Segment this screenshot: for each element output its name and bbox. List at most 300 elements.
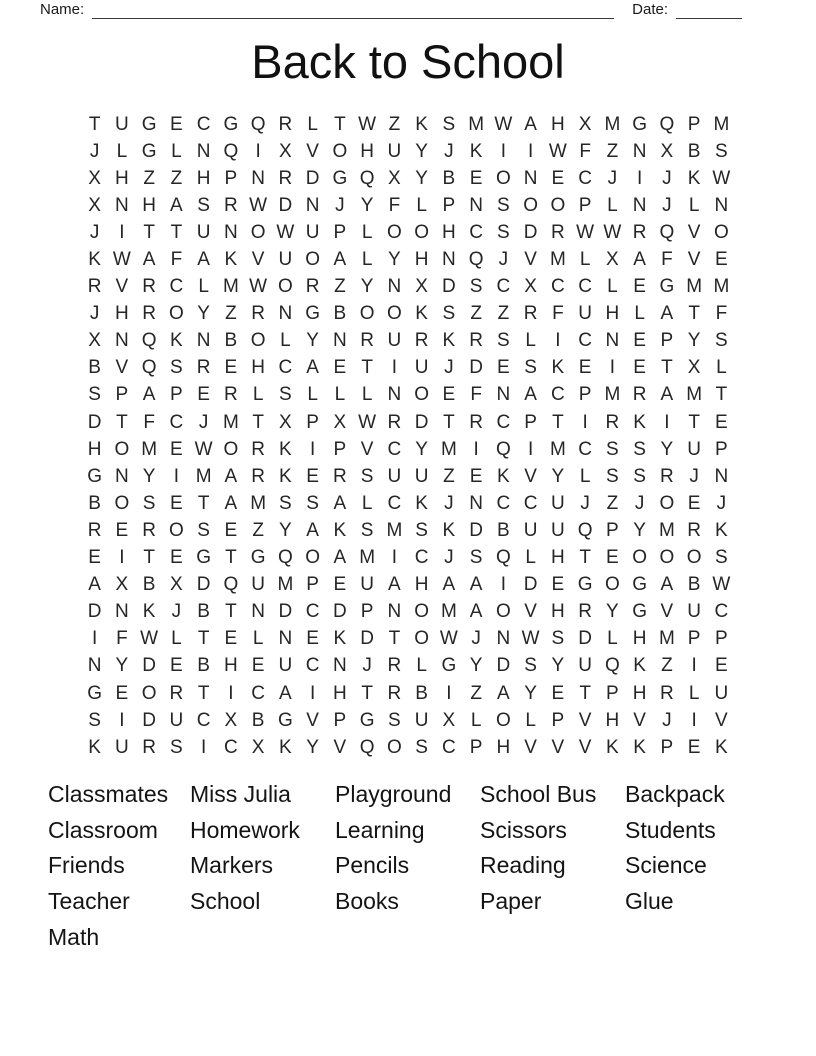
grid-letter: U [687, 601, 701, 623]
grid-letter: C [414, 547, 429, 569]
grid-letter: E [687, 736, 701, 758]
grid-letter: P [551, 709, 565, 731]
grid-letter: J [444, 492, 454, 514]
grid-letter: D [578, 628, 592, 650]
grid-row [81, 626, 735, 653]
grid-row [81, 274, 735, 301]
grid-letter: W [249, 194, 268, 216]
grid-letter: A [306, 519, 319, 541]
grid-letter: E [497, 357, 510, 379]
grid-letter: H [414, 574, 429, 596]
grid-letter: R [660, 465, 674, 487]
grid-letter: I [664, 411, 670, 433]
grid-letter: D [333, 601, 347, 623]
grid-letter: W [494, 113, 513, 135]
grid-letter: I [636, 167, 643, 189]
grid-letter: K [633, 411, 646, 433]
word-list-column [335, 777, 480, 920]
grid-letter: O [550, 194, 566, 216]
grid-row [81, 707, 735, 734]
grid-letter: Q [250, 113, 266, 135]
word-list-column [48, 777, 190, 956]
grid-letter: J [335, 194, 345, 216]
grid-letter: R [632, 221, 647, 243]
grid-letter: O [495, 167, 511, 189]
grid-letter: P [524, 411, 537, 433]
grid-letter: I [527, 140, 534, 162]
grid-letter: C [305, 601, 320, 623]
grid-letter: Q [277, 547, 293, 569]
grid-letter: G [196, 547, 212, 569]
grid-letter: P [578, 194, 592, 216]
grid-letter: M [713, 276, 730, 298]
grid-letter: G [141, 113, 157, 135]
word-item: Teacher [48, 888, 130, 915]
grid-letter: H [333, 682, 347, 704]
grid-letter: J [689, 465, 699, 487]
grid-letter: X [687, 357, 701, 379]
grid-letter: L [252, 628, 264, 650]
grid-letter: W [249, 276, 268, 298]
grid-letter: Z [225, 303, 237, 325]
grid-letter: P [687, 628, 701, 650]
grid-letter: R [523, 303, 538, 325]
grid-letter: I [691, 709, 697, 731]
grid-letter: A [333, 547, 347, 569]
grid-letter: K [88, 736, 101, 758]
grid-letter: Y [360, 194, 374, 216]
grid-letter: U [387, 330, 402, 352]
grid-letter: H [115, 303, 129, 325]
grid-letter: D [142, 709, 156, 731]
grid-letter: O [386, 303, 402, 325]
grid-letter: O [168, 303, 184, 325]
grid-letter: G [659, 276, 675, 298]
grid-letter: G [441, 655, 457, 677]
grid-letter: J [662, 167, 672, 189]
grid-letter: T [388, 628, 401, 650]
grid-letter: R [305, 276, 320, 298]
grid-letter: E [633, 357, 646, 379]
grid-row [81, 490, 735, 517]
grid-letter: Z [388, 113, 401, 135]
grid-letter: P [333, 438, 347, 460]
grid-row [81, 355, 735, 382]
grid-letter: A [88, 574, 101, 596]
grid-letter: X [224, 709, 238, 731]
grid-letter: I [391, 357, 398, 379]
grid-letter: U [251, 574, 265, 596]
grid-row [81, 192, 735, 219]
grid-letter: S [88, 384, 101, 406]
grid-letter: L [525, 330, 536, 352]
grid-letter: K [415, 492, 428, 514]
word-item: Playground [335, 781, 452, 807]
grid-letter: V [524, 249, 537, 271]
grid-letter: C [578, 167, 592, 189]
grid-letter: P [578, 384, 592, 406]
grid-letter: Z [252, 519, 264, 541]
grid-letter: E [170, 547, 183, 569]
grid-letter: S [197, 519, 210, 541]
grid-letter: N [115, 601, 129, 623]
grid-letter: S [170, 736, 183, 758]
grid-letter: X [170, 574, 183, 596]
grid-row [81, 599, 735, 626]
grid-letter: H [87, 438, 102, 460]
grid-letter: L [198, 276, 209, 298]
grid-letter: D [305, 167, 320, 189]
grid-letter: K [279, 438, 292, 460]
grid-letter: H [414, 249, 429, 271]
grid-letter: U [196, 221, 211, 243]
grid-letter: S [197, 194, 210, 216]
grid-letter: S [524, 357, 537, 379]
grid-letter: R [142, 303, 156, 325]
grid-letter: N [387, 601, 402, 623]
grid-row [81, 680, 735, 707]
grid-letter: C [387, 492, 402, 514]
grid-letter: Q [495, 547, 511, 569]
grid-letter: L [361, 249, 373, 271]
grid-letter: W [521, 628, 540, 650]
grid-letter: H [605, 709, 620, 731]
grid-letter: Y [115, 655, 129, 677]
grid-letter: N [278, 303, 293, 325]
grid-letter: R [387, 411, 402, 433]
grid-letter: J [89, 140, 100, 162]
grid-letter: Y [606, 601, 619, 623]
grid-letter: Z [334, 276, 346, 298]
grid-letter: J [716, 492, 727, 514]
grid-letter: L [252, 384, 264, 406]
grid-letter: J [89, 303, 100, 325]
grid-letter: B [224, 330, 238, 352]
grid-letter: X [415, 276, 428, 298]
grid-letter: N [387, 384, 402, 406]
grid-letter: M [277, 574, 294, 596]
grid-letter: I [91, 628, 98, 650]
grid-letter: E [224, 357, 238, 379]
grid-letter: J [580, 492, 590, 514]
grid-letter: T [88, 113, 101, 135]
grid-letter: N [305, 194, 320, 216]
grid-letter: S [497, 221, 510, 243]
grid-letter: M [386, 519, 403, 541]
grid-letter: L [525, 709, 536, 731]
grid-letter: I [446, 682, 452, 704]
grid-letter: H [551, 547, 565, 569]
grid-letter: P [606, 682, 619, 704]
grid-letter: V [306, 709, 319, 731]
grid-letter: I [527, 438, 534, 460]
grid-letter: N [442, 249, 456, 271]
grid-letter: Z [497, 303, 510, 325]
grid-letter: D [278, 601, 293, 623]
grid-letter: C [578, 438, 592, 460]
grid-letter: V [715, 709, 728, 731]
grid-letter: P [170, 384, 183, 406]
grid-letter: A [660, 303, 674, 325]
grid-letter: P [224, 167, 238, 189]
grid-letter: B [88, 492, 101, 514]
grid-letter: Z [661, 655, 673, 677]
grid-letter: Y [197, 303, 210, 325]
grid-letter: K [170, 330, 183, 352]
grid-letter: L [716, 357, 727, 379]
grid-letter: E [469, 167, 483, 189]
grid-letter: X [606, 249, 619, 271]
grid-letter: N [87, 655, 102, 677]
grid-letter: K [442, 519, 456, 541]
grid-letter: L [416, 194, 427, 216]
grid-letter: H [551, 601, 565, 623]
grid-letter: X [115, 574, 129, 596]
grid-letter: E [551, 682, 565, 704]
grid-letter: R [687, 519, 701, 541]
word-item: Reading [480, 852, 566, 879]
grid-letter: T [225, 601, 237, 623]
grid-letter: P [442, 194, 456, 216]
grid-letter: D [87, 411, 102, 433]
grid-letter: R [251, 438, 265, 460]
grid-letter: I [119, 709, 125, 731]
grid-letter: E [251, 655, 265, 677]
grid-letter: E [170, 438, 183, 460]
grid-letter: B [88, 357, 101, 379]
grid-letter: C [169, 276, 184, 298]
word-item: Science [625, 852, 707, 879]
grid-letter: M [141, 438, 158, 460]
grid-letter: A [170, 194, 183, 216]
grid-letter: R [169, 682, 184, 704]
grid-letter: X [251, 736, 265, 758]
grid-letter: Q [141, 330, 157, 352]
word-search-grid [81, 111, 735, 761]
grid-letter: M [549, 438, 566, 460]
grid-letter: X [578, 113, 592, 135]
grid-letter: O [686, 547, 702, 569]
grid-letter: Y [660, 438, 674, 460]
grid-letter: L [688, 194, 700, 216]
grid-letter: V [333, 736, 347, 758]
grid-letter: X [524, 276, 537, 298]
grid-letter: R [387, 682, 402, 704]
grid-letter: R [551, 221, 565, 243]
grid-letter: R [142, 519, 156, 541]
grid-letter: J [444, 357, 454, 379]
grid-letter: M [195, 465, 212, 487]
grid-letter: U [387, 465, 402, 487]
grid-letter: A [660, 574, 674, 596]
grid-letter: R [605, 411, 620, 433]
grid-letter: E [115, 519, 129, 541]
grid-letter: C [251, 682, 265, 704]
grid-letter: L [525, 547, 536, 569]
grid-letter: E [115, 682, 129, 704]
grid-letter: A [469, 574, 483, 596]
grid-letter: E [551, 167, 565, 189]
grid-letter: I [255, 140, 261, 162]
grid-letter: K [633, 736, 646, 758]
grid-letter: H [360, 140, 374, 162]
grid-letter: P [715, 628, 728, 650]
grid-letter: M [440, 601, 457, 623]
grid-letter: C [551, 384, 565, 406]
grid-letter: J [444, 547, 454, 569]
name-label: Name: [40, 1, 85, 18]
name-blank-line [92, 1, 614, 19]
grid-letter: E [687, 492, 701, 514]
grid-letter: G [632, 113, 648, 135]
grid-letter: T [443, 411, 455, 433]
grid-letter: C [523, 492, 538, 514]
grid-letter: X [660, 140, 674, 162]
grid-letter: N [714, 194, 729, 216]
grid-letter: E [170, 492, 183, 514]
grid-letter: Z [170, 167, 183, 189]
grid-letter: Q [577, 519, 593, 541]
word-item: School [190, 888, 261, 915]
grid-row [81, 653, 735, 680]
word-list [48, 777, 725, 956]
grid-letter: M [604, 113, 621, 135]
grid-letter: C [496, 492, 511, 514]
grid-letter: Y [142, 465, 156, 487]
grid-letter: S [360, 519, 374, 541]
grid-row [81, 572, 735, 599]
grid-letter: C [578, 276, 592, 298]
grid-letter: C [442, 736, 456, 758]
grid-letter: I [119, 221, 125, 243]
grid-letter: H [251, 357, 265, 379]
grid-letter: X [333, 411, 347, 433]
grid-letter: I [500, 140, 507, 162]
grid-letter: R [196, 357, 211, 379]
grid-letter: W [140, 628, 159, 650]
grid-letter: B [142, 574, 156, 596]
grid-letter: U [115, 736, 129, 758]
grid-letter: P [606, 519, 619, 541]
grid-letter: M [440, 438, 457, 460]
grid-letter: G [277, 709, 293, 731]
grid-letter: A [660, 384, 674, 406]
grid-letter: U [551, 519, 565, 541]
grid-letter: K [442, 330, 456, 352]
grid-letter: M [658, 519, 675, 541]
grid-letter: T [197, 492, 210, 514]
grid-letter: X [442, 709, 456, 731]
grid-letter: H [142, 194, 156, 216]
grid-letter: D [523, 221, 538, 243]
grid-letter: R [578, 601, 592, 623]
grid-letter: D [87, 601, 102, 623]
grid-letter: S [497, 330, 510, 352]
grid-letter: M [658, 628, 675, 650]
grid-letter: Q [223, 574, 239, 596]
grid-letter: A [633, 249, 646, 271]
grid-letter: N [469, 194, 483, 216]
word-list-column [480, 777, 625, 920]
grid-letter: M [549, 249, 566, 271]
grid-letter: U [578, 655, 592, 677]
grid-letter: Q [495, 438, 511, 460]
grid-letter: K [142, 601, 156, 623]
grid-letter: F [143, 411, 155, 433]
grid-letter: A [142, 384, 156, 406]
grid-letter: V [524, 736, 537, 758]
grid-letter: I [500, 574, 507, 596]
grid-letter: E [333, 574, 347, 596]
grid-letter: N [333, 655, 347, 677]
grid-letter: T [170, 221, 183, 243]
grid-letter: M [686, 276, 703, 298]
grid-letter: W [712, 574, 731, 596]
grid-letter: I [391, 547, 398, 569]
grid-letter: B [251, 709, 265, 731]
grid-letter: Y [415, 167, 428, 189]
grid-letter: L [361, 492, 373, 514]
grid-letter: O [414, 601, 430, 623]
grid-letter: W [712, 167, 731, 189]
grid-letter: S [279, 384, 292, 406]
grid-letter: R [469, 330, 483, 352]
grid-letter: P [306, 411, 319, 433]
grid-letter: F [552, 303, 564, 325]
grid-letter: D [142, 655, 156, 677]
word-item: Markers [190, 852, 274, 879]
word-item: Miss Julia [190, 781, 291, 807]
grid-letter: T [197, 682, 210, 704]
grid-letter: B [497, 519, 510, 541]
grid-row [81, 545, 735, 572]
grid-letter: T [661, 357, 673, 379]
grid-letter: R [387, 655, 402, 677]
grid-letter: O [250, 221, 266, 243]
grid-letter: N [115, 194, 129, 216]
grid-letter: H [224, 655, 238, 677]
grid-letter: T [688, 303, 700, 325]
grid-letter: T [715, 384, 728, 406]
grid-letter: R [632, 384, 647, 406]
grid-letter: G [305, 303, 321, 325]
grid-letter: W [548, 140, 567, 162]
grid-letter: T [197, 628, 210, 650]
grid-letter: S [497, 194, 510, 216]
grid-letter: A [224, 465, 238, 487]
grid-letter: V [306, 140, 319, 162]
grid-letter: G [87, 465, 103, 487]
grid-letter: L [361, 221, 373, 243]
grid-row [81, 436, 735, 463]
grid-letter: J [498, 249, 509, 271]
grid-row [81, 219, 735, 246]
page-title: Back to School [251, 35, 565, 88]
grid-letter: G [632, 601, 648, 623]
grid-letter: H [496, 736, 511, 758]
grid-letter: A [224, 492, 238, 514]
grid-letter: R [251, 303, 265, 325]
grid-letter: R [224, 384, 238, 406]
grid-letter: O [523, 194, 539, 216]
grid-letter: Y [469, 655, 483, 677]
grid-letter: A [333, 249, 347, 271]
grid-letter: C [496, 411, 511, 433]
grid-letter: N [469, 492, 483, 514]
grid-letter: Y [360, 276, 374, 298]
grid-letter: V [360, 438, 374, 460]
grid-letter: J [607, 167, 618, 189]
